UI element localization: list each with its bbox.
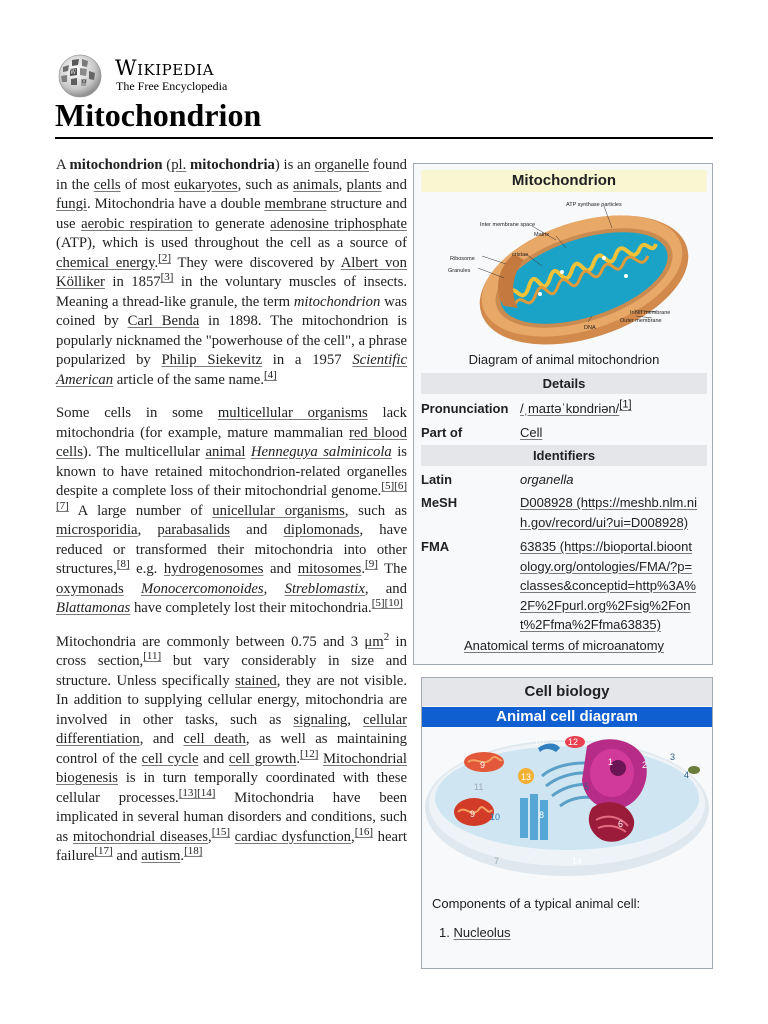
navbox-subtitle: Animal cell diagram [422, 707, 712, 727]
mesh-label: MeSH [421, 495, 458, 510]
label-atp-synthase: ATP synthase particles [566, 202, 622, 208]
link-mitochondrial-diseases[interactable]: mitochondrial diseases [72, 828, 209, 845]
label-dna: DNA [584, 325, 596, 331]
link-mitosomes[interactable]: mitosomes [297, 561, 362, 577]
ref-17[interactable]: [17] [94, 845, 113, 858]
label-cell-membrane: 14 [572, 856, 583, 866]
link-kolliker[interactable]: Albert von Kölliker [56, 254, 407, 290]
label-ribosome: Ribosome [450, 256, 475, 262]
link-chemical-energy[interactable]: chemical energy [56, 254, 155, 271]
link-streblomastix[interactable]: Streblomastix [284, 580, 365, 597]
link-eukaryotes[interactable]: eukaryotes [173, 176, 238, 193]
latin-value: organella [520, 472, 574, 487]
infobox-caption: Diagram of animal mitochondrion [468, 352, 660, 367]
link-aerobic-respiration[interactable]: aerobic respiration [81, 215, 193, 232]
link-parabasalids[interactable]: parabasalids [157, 522, 231, 538]
link-diplomonads[interactable]: diplomonads [283, 522, 360, 538]
link-animals[interactable]: animals [292, 176, 339, 193]
fma-link-line[interactable]: t%2Ffma%2Ffma63835) [520, 617, 661, 632]
link-cell-cycle[interactable]: cell cycle [141, 750, 199, 767]
label-smooth-er: 8 [539, 810, 545, 820]
link-stained[interactable]: stained [235, 672, 277, 689]
fma-link-line[interactable]: 63835 (https://bioportal.bioont [520, 539, 693, 554]
link-cardiac-dysfunction[interactable]: cardiac dysfunction [234, 828, 352, 845]
link-hydrogenosomes[interactable]: hydrogenosomes [163, 561, 264, 577]
link-carl-benda[interactable]: Carl Benda [127, 313, 200, 329]
ref-15[interactable]: [15] [211, 825, 231, 838]
label-granules: Granules [448, 268, 471, 274]
ref-5[interactable]: [5] [381, 480, 395, 493]
ref-4[interactable]: [4] [264, 368, 277, 381]
link-fungi[interactable]: fungi [56, 196, 88, 212]
link-autism[interactable]: autism [141, 848, 181, 864]
label-mitochondrion: 9 [470, 809, 476, 819]
label-nucleus: 2 [642, 760, 648, 770]
link-atp[interactable]: adenosine triphosphate [270, 215, 407, 232]
fma-value [520, 537, 710, 635]
link-cell-death[interactable]: cell death [183, 731, 246, 747]
link-oxymonads[interactable]: oxymonads [56, 580, 124, 597]
mitochondrion-diagram[interactable] [444, 198, 689, 348]
label-mitochondrion: 9 [480, 760, 486, 770]
wikipedia-tagline: The Free Encyclopedia [116, 79, 228, 93]
paragraph-structure: Mitochondria are commonly between 0.75 and 3 $\mu m^2$ in cross section,[11] but vary considerably in size and structure. Unless specifically stained, they are not visible. In addition to supplying cellular energy, mitochondria are involved in other tasks, such as signaling, cellular differentiation, and cell death, as well as maintaining control of the cell cycle and cell growth.[12] Mitochondrial biogenesis is in turn temporally coordinated with these cellular processes.[13][14] Mitochondria have been implicated in several human disorders and conditions, such as mitochondrial diseases,[15] cardiac dysfunction,[16] heart failure[17] and autism.[18] [56, 630, 408, 864]
link-plural[interactable]: pl. [171, 157, 187, 173]
ref-11[interactable]: [11] [143, 650, 162, 663]
title-divider [55, 137, 713, 139]
label-vacuole: 10 [534, 737, 545, 747]
infobox-title: Mitochondrion [421, 170, 707, 192]
ref-18[interactable]: [18] [184, 845, 203, 858]
mesh-link-line[interactable]: h.gov/record/ui?ui=D008928) [520, 514, 689, 530]
animal-cell-diagram[interactable] [422, 728, 712, 878]
link-cell[interactable]: Cell [520, 425, 543, 440]
link-unicellular-organisms[interactable]: unicellular organisms [212, 502, 345, 519]
paragraph-absence: Some cells in some multicellular organisms lack mitochondria (for example, mature mammalian red blood cells). The multicellular animal Henneguya salminicola is known to have retained mitochondrion-related organelles despite a complete loss of their mitochondrial genome.[5][6][7] A large number of unicellular organisms, such as microsporidia, parabasalids and diplomonads, have reduced or transformed their mitochondria into other structures,[8] e.g. hydrogenosomes and mitosomes.[9] The oxymonads Monocercomonoides, Streblomastix, and Blattamonas have completely lost their mitochondria.[5][10] [56, 405, 407, 616]
label-lysosome: 12 [568, 737, 579, 747]
pronunciation-label: Pronunciation [421, 401, 509, 416]
label-golgi: 6 [618, 819, 624, 829]
ref-6[interactable]: [6] [394, 480, 407, 493]
label-matrix: Matrix [534, 232, 549, 238]
navbox-list [439, 925, 511, 940]
partof-value [520, 423, 710, 443]
link-multicellular-organisms[interactable]: multicellular organisms [217, 405, 368, 421]
link-monocercomonoides[interactable]: Monocercomonoides [141, 580, 264, 597]
label-vesicle: 4 [684, 770, 690, 780]
svg-text:Ω: Ω [82, 79, 87, 85]
label-vacuole: 10 [490, 812, 501, 822]
label-inner-membrane: Inner membrane [630, 310, 671, 316]
navbox-title: Cell biology [422, 678, 712, 706]
ref-8[interactable]: [8] [116, 558, 130, 571]
term-bold: mitochondrion [69, 157, 163, 173]
paragraph-intro: A mitochondrion (pl. mitochondria) is an organelle found in the cells of most eukaryotes, such as animals, plants and fungi. Mitochondria have a double membrane structure and use aerobic respiration to generate adenosine triphosphate (ATP), which is used throughout the cell as a source of chemical energy.[2] They were discovered by Albert von Kölliker in 1857[3] in the voluntary muscles of insects. Meaning a thread-like granule, the term mitochondrion was coined by Carl Benda in 1898. The mitochondrion is popularly nicknamed the "powerhouse of the cell", a phrase popularized by Philip Siekevitz in a 1957 Scientific American article of the same name.[4] [56, 157, 408, 388]
fma-label: FMA [421, 539, 450, 554]
fma-link-line[interactable]: ology.org/ontologies/FMA/?p= [520, 558, 693, 574]
ref-10[interactable]: [10] [384, 597, 403, 610]
link-nucleolus[interactable]: Nucleolus [453, 925, 511, 940]
label-ribosome: 3 [670, 752, 676, 762]
mesh-link-line[interactable]: D008928 (https://meshb.nlm.ni [520, 495, 698, 510]
link-membrane[interactable]: membrane [264, 196, 327, 212]
pronunciation-value [520, 399, 710, 419]
link-cellular-differentiation[interactable]: cellular differentiation [56, 711, 407, 747]
list-number: 1. [439, 925, 450, 940]
latin-label: Latin [421, 472, 453, 487]
label-centrosome: 13 [521, 772, 532, 782]
ref-12[interactable]: [12] [300, 747, 319, 760]
link-blattamonas[interactable]: Blattamonas [56, 600, 131, 616]
ref-1[interactable]: [1] [619, 398, 632, 411]
link-cell-growth[interactable]: cell growth [228, 750, 297, 767]
link-cells[interactable]: cells [93, 176, 121, 193]
term-bold: mitochondria [190, 157, 275, 173]
label-nucleolus: 1 [608, 757, 614, 767]
ref-9[interactable]: [9] [365, 558, 378, 571]
link-scientific-american[interactable]: Scientific American [56, 352, 407, 388]
link-signaling[interactable]: signaling [293, 711, 348, 728]
label-rough-er: 5 [584, 782, 590, 792]
svg-text:W: W [70, 69, 77, 76]
identifiers-header: Identifiers [421, 445, 707, 466]
ref-16[interactable]: [16] [354, 825, 374, 838]
link-siekevitz[interactable]: Philip Siekevitz [161, 352, 263, 368]
link-mitochondrial-biogenesis[interactable]: Mitochondrial biogenesis [56, 750, 408, 786]
link-henneguya[interactable]: Henneguya salminicola [250, 444, 392, 460]
page-title: Mitochondrion [55, 97, 262, 133]
details-header: Details [421, 373, 707, 394]
label-outer-membrane: Outer membrane [620, 318, 662, 324]
wikipedia-globe-logo[interactable] [55, 53, 105, 99]
ref-14[interactable]: [14] [197, 786, 216, 799]
infobox [413, 163, 713, 665]
ref-5b[interactable]: [5] [371, 597, 385, 610]
link-plants[interactable]: plants [346, 176, 382, 193]
label-cytoskeleton: 7 [494, 856, 500, 866]
infobox-footer [421, 638, 707, 653]
label-inter-membrane-space: Inter membrane space [480, 222, 536, 228]
link-animal[interactable]: animal [205, 444, 246, 460]
link-microsporidia[interactable]: microsporidia [56, 522, 138, 538]
wikipedia-wordmark[interactable]: Wikipedia [115, 56, 214, 80]
ref-7[interactable]: [7] [56, 499, 69, 512]
navbox-description: Components of a typical animal cell: [432, 896, 641, 911]
mesh-value [520, 493, 710, 532]
link-anatomical-terms[interactable]: Anatomical terms of microanatomy [463, 638, 665, 653]
label-cristae: cristae [512, 252, 529, 258]
ref-3[interactable]: [3] [160, 271, 174, 284]
ref-2[interactable]: [2] [158, 251, 171, 264]
cell-biology-navbox [421, 677, 713, 969]
label-cytosol: 11 [474, 782, 484, 792]
ref-13[interactable]: [13] [178, 786, 198, 799]
partof-label: Part of [421, 425, 463, 440]
link-micrometre[interactable]: μm [364, 633, 384, 650]
link-organelle[interactable]: organelle [314, 157, 370, 173]
link-red-blood-cells[interactable]: red blood cells [56, 424, 407, 460]
pronunciation-link[interactable]: /ˌmaɪtəˈkɒndriən/ [520, 401, 620, 416]
fma-link-line[interactable]: 2F%2Fpurl.org%2Fsig%2Fon [520, 597, 691, 613]
article-body [56, 156, 407, 881]
fma-link-line[interactable]: classes&conceptid=http%3A% [520, 578, 696, 593]
